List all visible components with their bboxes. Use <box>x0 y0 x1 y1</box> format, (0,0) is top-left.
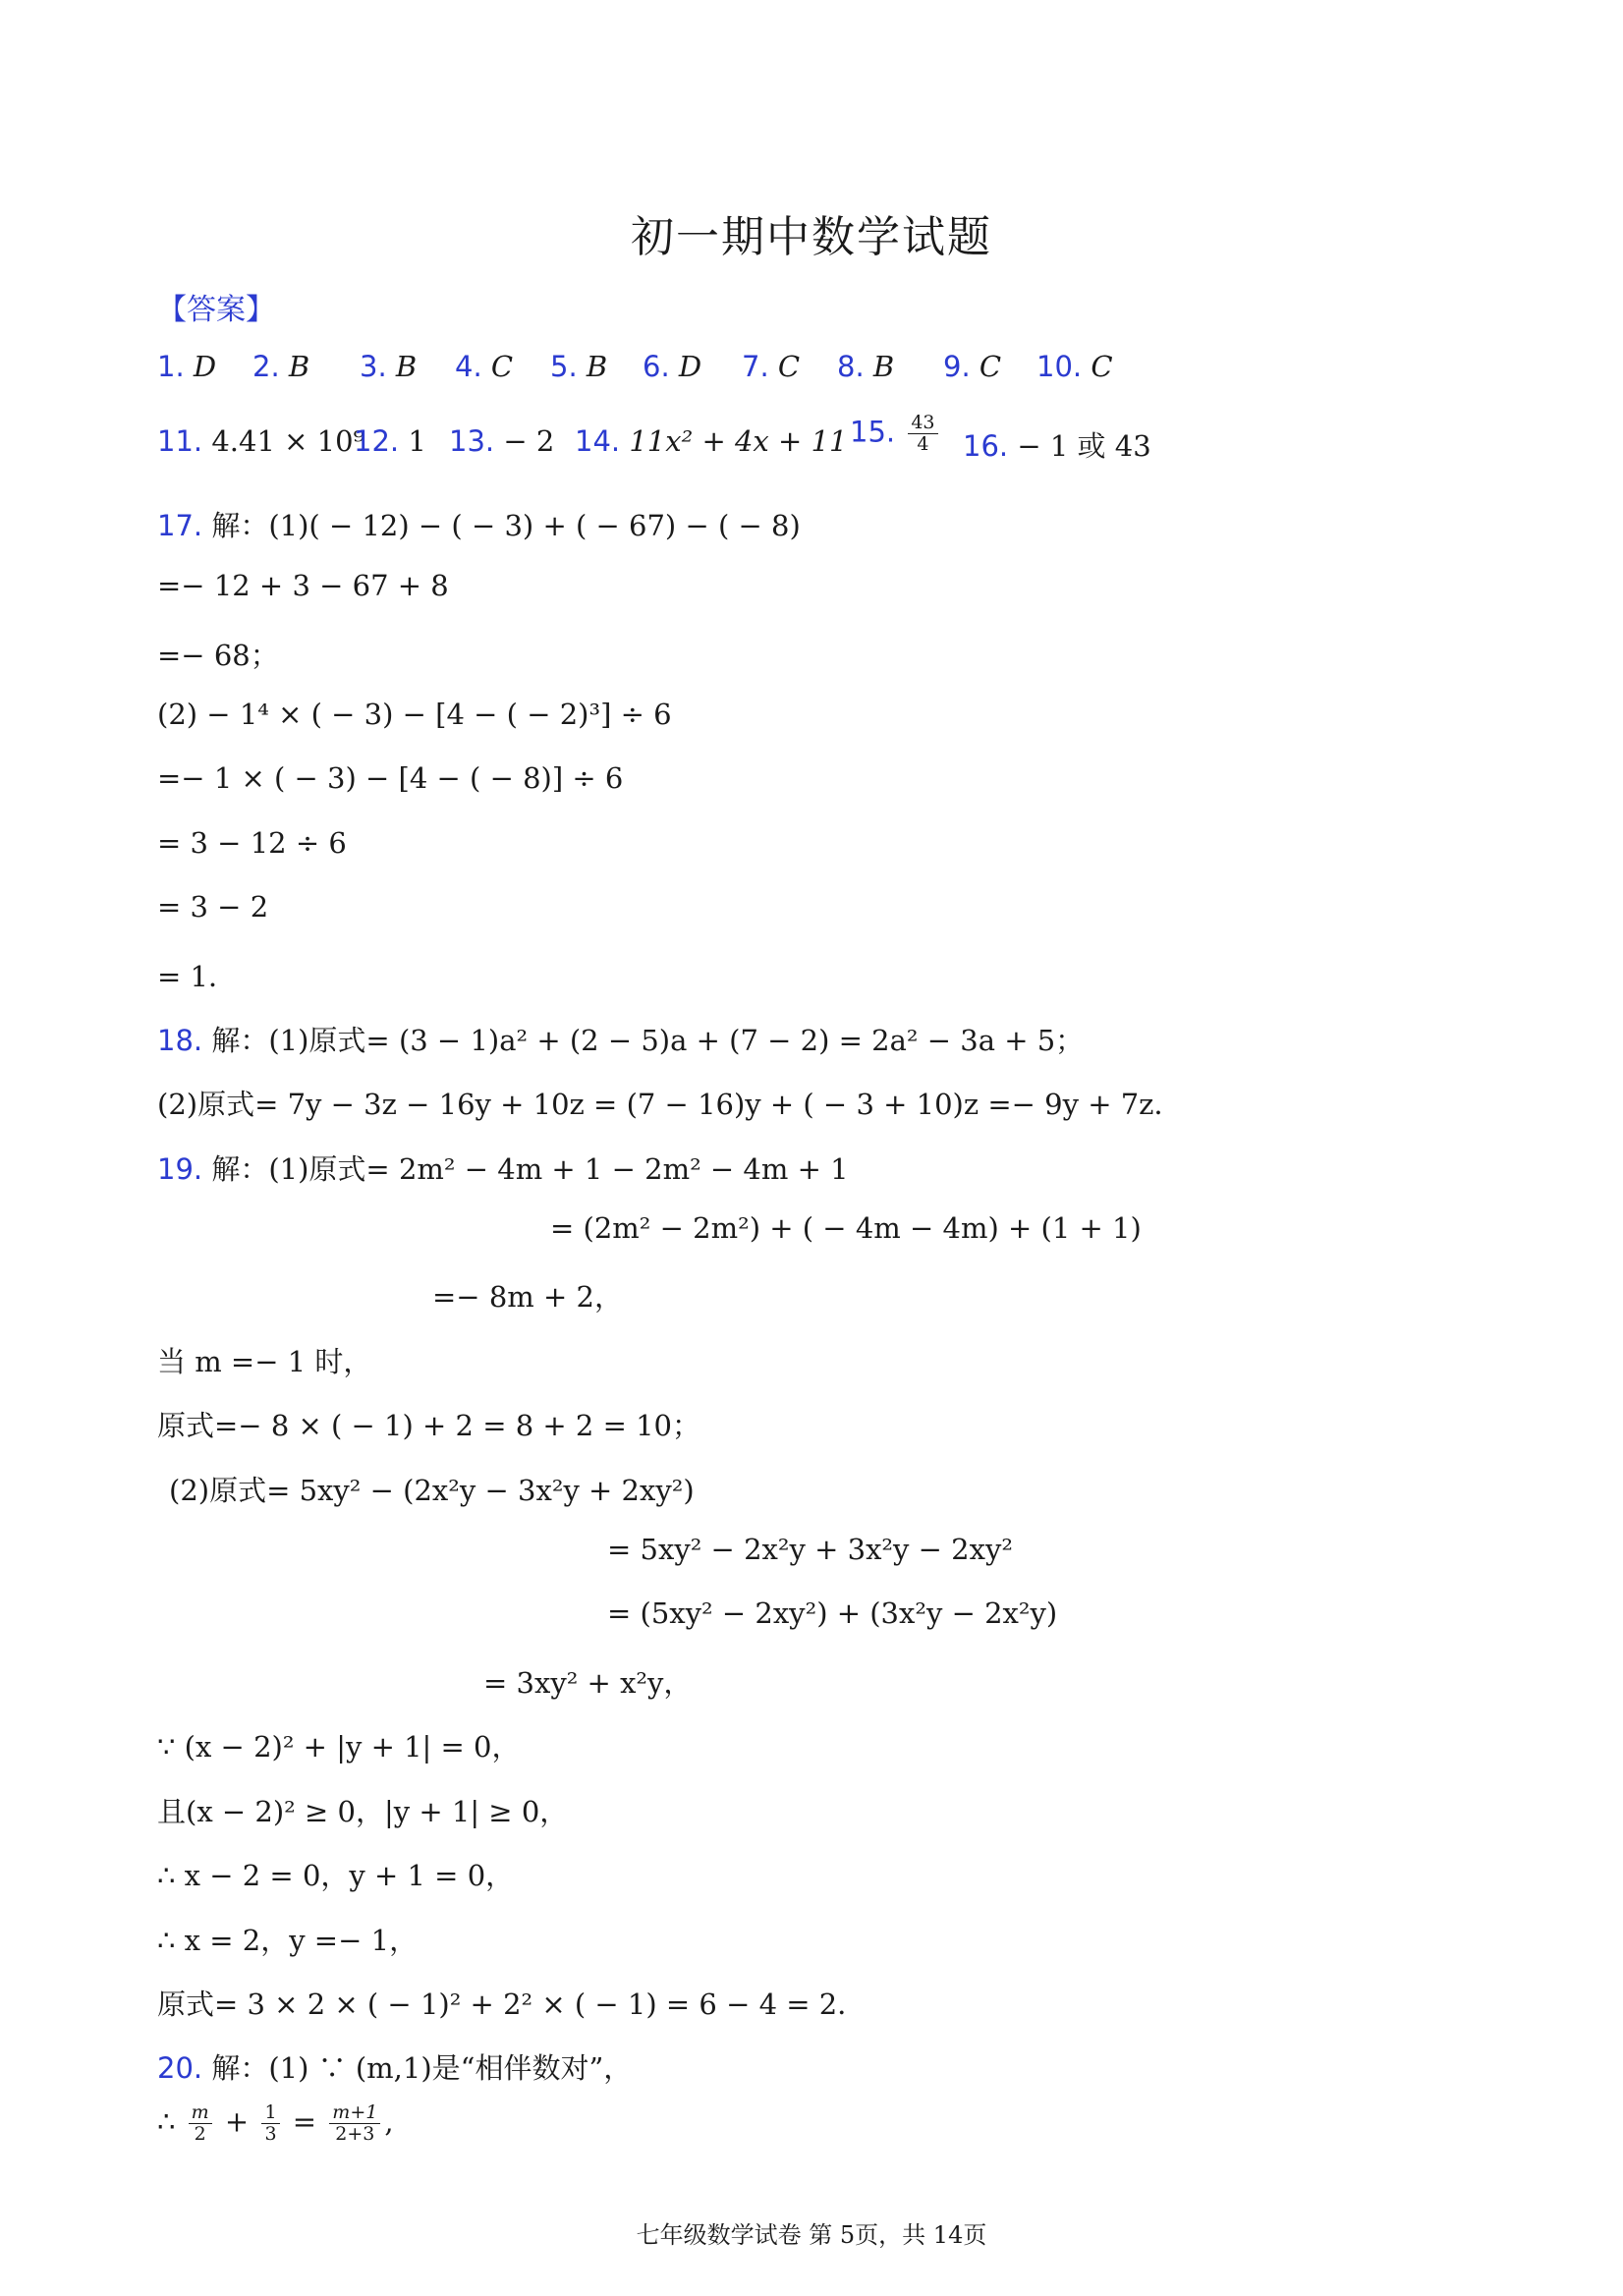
fraction-m-2: $\frac{m}{2}$ <box>189 2102 212 2145</box>
fill-answer-16: 16. − 1 或 43 <box>963 429 1151 463</box>
q17-line-5: =− 1 × ( − 3) − [4 − ( − 8)] ÷ 6 <box>157 761 624 795</box>
fill-answer-15: 15. $\frac{43}{4}$ <box>850 413 942 455</box>
q17-line-4: (2) − 1⁴ × ( − 3) − [4 − ( − 2)³] ÷ 6 <box>157 698 672 731</box>
fill-answer-12: 12. 1 <box>354 424 426 458</box>
q17-line-3: =− 68； <box>157 639 279 672</box>
mc-answer-8: 8. B <box>837 350 895 383</box>
answer-tag: 【答案】 <box>157 293 275 327</box>
mc-answer-5: 5. B <box>550 350 608 383</box>
fill-answer-14: 14. 11x² + 4x + 11 <box>575 424 848 458</box>
q19-line-13: ∴ x = 2，y =− 1， <box>157 1924 419 1957</box>
q19-line-8: = (5xy² − 2xy²) + (3x²y − 2x²y) <box>607 1596 1058 1630</box>
q19-line-4: 当 m =− 1 时， <box>157 1345 372 1378</box>
q19-line-6: (2)原式= 5xy² − (2x²y − 3x²y + 2xy²) <box>169 1474 695 1507</box>
q19-line-9: = 3xy² + x²y， <box>483 1666 693 1700</box>
mc-answer-9: 9. C <box>943 350 1002 383</box>
q19-line-14: 原式= 3 × 2 × ( − 1)² + 2² × ( − 1) = 6 − 4 = 2． <box>157 1988 867 2021</box>
page-title: 初一期中数学试题 <box>631 212 992 262</box>
q20-line-1: 20. 解：(1) ∵ (m,1)是“相伴数对”， <box>157 2051 633 2085</box>
q19-line-3: =− 8m + 2， <box>432 1280 623 1314</box>
mc-answer-10: 10. C <box>1036 350 1113 383</box>
q17-line-7: = 3 − 2 <box>157 890 269 924</box>
q20-line-2: ∴ $\frac{m}{2}$ + $\frac{1}{3}$ = $\frac{m+1}{2+3}$ , <box>157 2101 394 2145</box>
page-footer: 七年级数学试卷 第 5页，共 14页 <box>636 2221 987 2249</box>
mc-answer-3: 3. B <box>360 350 418 383</box>
q19-line-11: 且(x − 2)² ≥ 0，|y + 1| ≥ 0， <box>157 1795 569 1828</box>
mc-answer-7: 7. C <box>742 350 801 383</box>
q19-line-2: = (2m² − 2m²) + ( − 4m − 4m) + (1 + 1) <box>550 1211 1142 1245</box>
mc-answer-4: 4. C <box>455 350 514 383</box>
fill-answer-11: 11. 4.41 × 10⁹ <box>157 424 365 458</box>
mc-answer-1: 1. D <box>157 350 217 383</box>
q19-line-10: ∵ (x − 2)² + |y + 1| = 0， <box>157 1730 521 1764</box>
q17-line-6: = 3 − 12 ÷ 6 <box>157 826 347 860</box>
q18-line-2: (2)原式= 7y − 3z − 16y + 10z = (7 − 16)y + ( − 3 + 10)z =− 9y + 7z． <box>157 1088 1183 1121</box>
fraction-43-4: $\frac{43}{4}$ <box>908 413 937 455</box>
q18-line-1: 18. 解：(1)原式= (3 − 1)a² + (2 − 5)a + (7 − 2) = 2a² − 3a + 5； <box>157 1024 1085 1057</box>
q17-line-8: = 1． <box>157 960 237 993</box>
q19-line-1: 19. 解：(1)原式= 2m² − 4m + 1 − 2m² − 4m + 1 <box>157 1152 849 1186</box>
q19-line-5: 原式=− 8 × ( − 1) + 2 = 8 + 2 = 10； <box>157 1409 701 1442</box>
q19-line-7: = 5xy² − 2x²y + 3x²y − 2xy² <box>607 1533 1013 1566</box>
mc-answer-2: 2. B <box>252 350 310 383</box>
fill-answer-13: 13. − 2 <box>449 424 555 458</box>
fraction-m1-23: $\frac{m+1}{2+3}$ <box>329 2102 380 2145</box>
fraction-1-3: $\frac{1}{3}$ <box>261 2102 279 2145</box>
q19-line-12: ∴ x − 2 = 0，y + 1 = 0， <box>157 1859 515 1892</box>
mc-answer-6: 6. D <box>643 350 702 383</box>
q17-line-2: =− 12 + 3 − 67 + 8 <box>157 569 449 602</box>
q17-line-1: 17. 解：(1)( − 12) − ( − 3) + ( − 67) − ( − 8) <box>157 509 801 542</box>
